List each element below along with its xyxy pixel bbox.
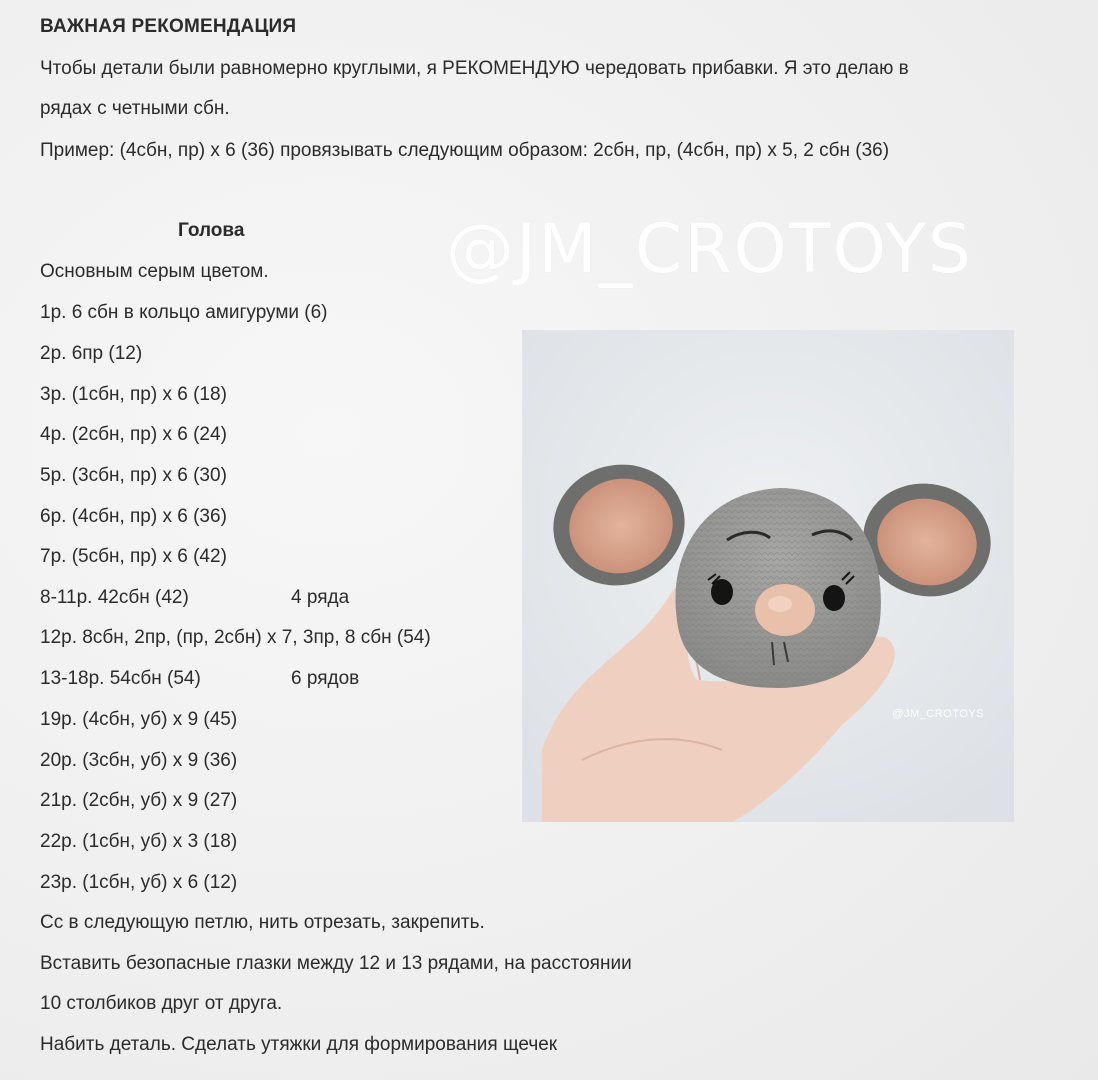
row-13-18: 13-18р. 54сбн (54)	[40, 668, 201, 689]
mouse-illustration	[522, 330, 1014, 822]
row-7: 7р. (5сбн, пр) х 6 (42)	[40, 546, 227, 567]
row-19: 19р. (4сбн, уб) х 9 (45)	[40, 709, 238, 730]
closing-line-1: Сс в следующую петлю, нить отрезать, закрепить.	[40, 912, 485, 933]
mouse-head-photo	[522, 330, 1014, 822]
row-3: 3р. (1сбн, пр) х 6 (18)	[40, 384, 227, 405]
recommendation-line-1: Чтобы детали были равномерно круглыми, я РЕКОМЕНДУЮ чередовать прибавки. Я это делаю в	[40, 58, 909, 79]
row-8-11: 8-11р. 42сбн (42)	[40, 587, 189, 608]
row-2: 2р. 6пр (12)	[40, 343, 143, 364]
closing-line-2: Вставить безопасные глазки между 12 и 13 рядами, на расстоянии	[40, 953, 632, 974]
row-1: 1р. 6 сбн в кольцо амигуруми (6)	[40, 302, 328, 323]
closing-line-4: Набить деталь. Сделать утяжки для формирования щечек	[40, 1034, 558, 1055]
row-5: 5р. (3сбн, пр) х 6 (30)	[40, 465, 227, 486]
recommendation-example: Пример: (4сбн, пр) х 6 (36) провязывать следующим образом: 2сбн, пр, (4сбн, пр) х 5, 2 сбн (36)	[40, 140, 890, 161]
row-20: 20р. (3сбн, уб) х 9 (36)	[40, 750, 238, 771]
recommendation-line-2: рядах с четными сбн.	[40, 98, 230, 119]
row-22: 22р. (1сбн, уб) х 3 (18)	[40, 831, 238, 852]
row-6: 6р. (4сбн, пр) х 6 (36)	[40, 506, 227, 527]
closing-line-3: 10 столбиков друг от друга.	[40, 993, 283, 1014]
row-13-18-note: 6 рядов	[291, 668, 360, 689]
row-21: 21р. (2сбн, уб) х 9 (27)	[40, 790, 238, 811]
watermark: @JM_CROTOYS	[446, 210, 974, 289]
head-intro: Основным серым цветом.	[40, 261, 269, 282]
row-4: 4р. (2сбн, пр) х 6 (24)	[40, 424, 227, 445]
row-23: 23р. (1сбн, уб) х 6 (12)	[40, 872, 238, 893]
section-title-head: Голова	[178, 220, 245, 241]
row-12: 12р. 8сбн, 2пр, (пр, 2сбн) х 7, 3пр, 8 сбн (54)	[40, 627, 431, 648]
row-8-11-note: 4 ряда	[291, 587, 350, 608]
recommendation-title: ВАЖНАЯ РЕКОМЕНДАЦИЯ	[40, 16, 297, 37]
photo-watermark: @JM_CROTOYS	[892, 708, 984, 720]
